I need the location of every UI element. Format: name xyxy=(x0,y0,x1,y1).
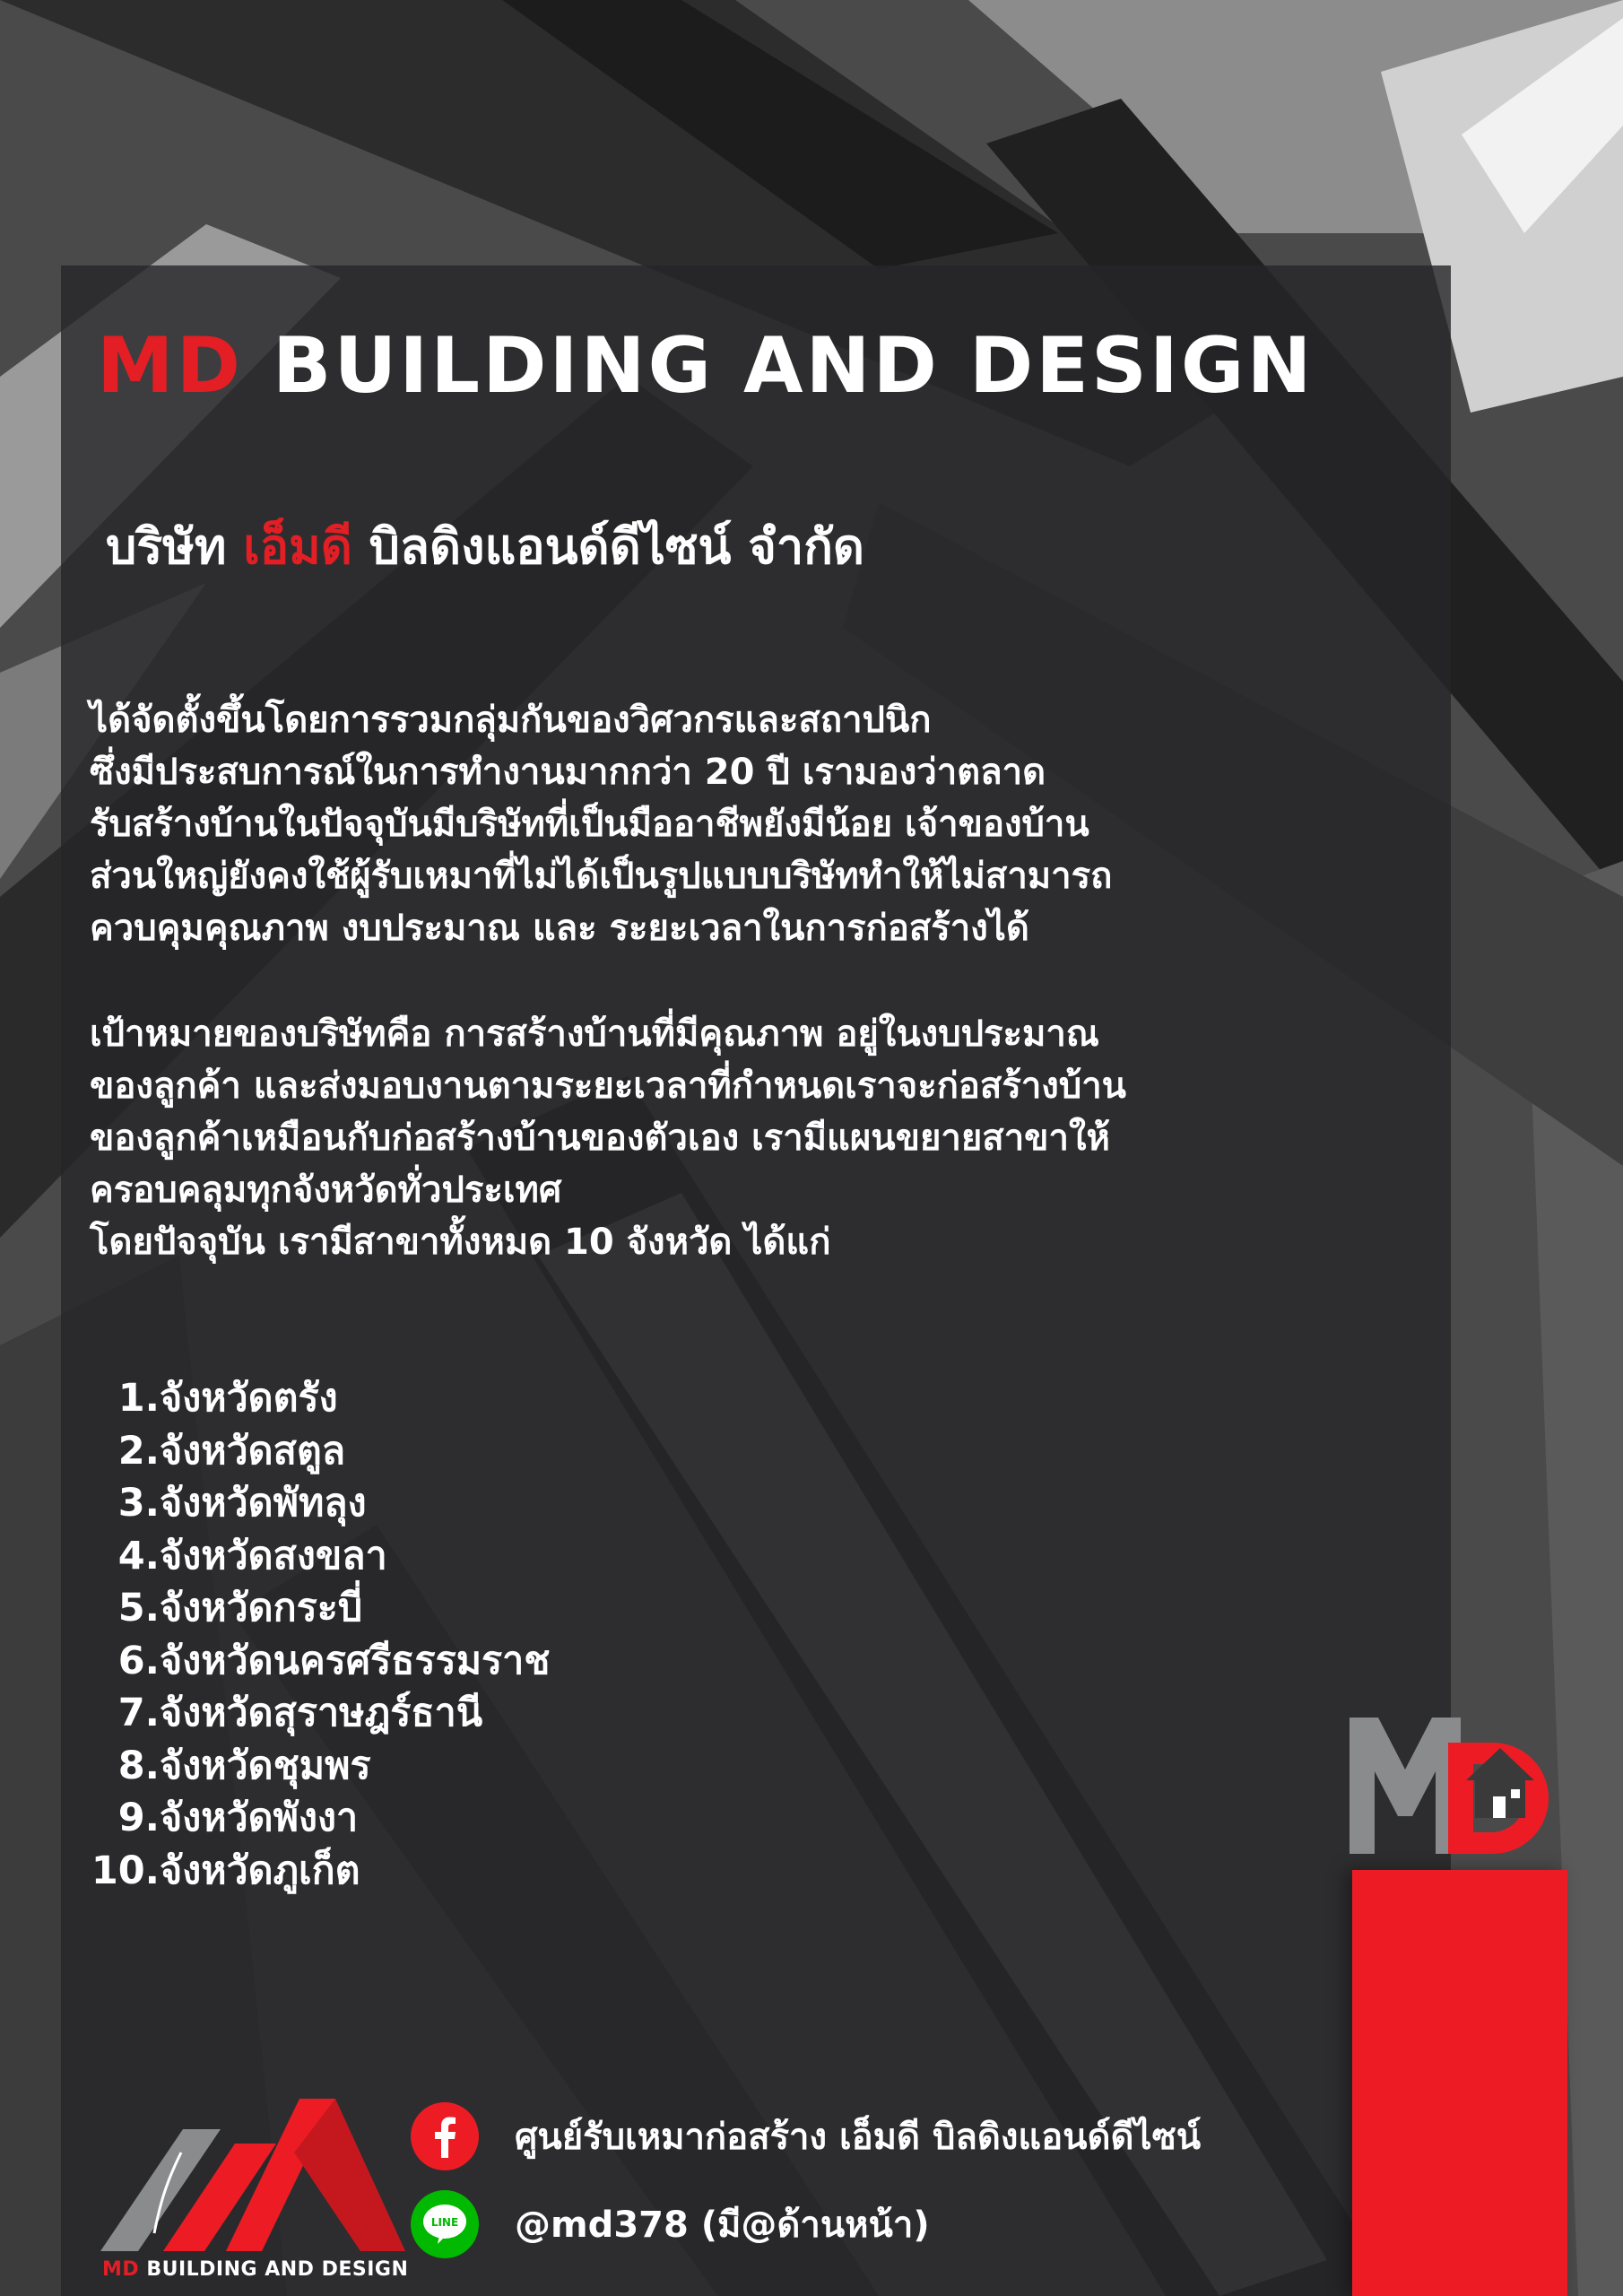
md-house-logo xyxy=(1350,1718,1572,1861)
line-contact[interactable] xyxy=(411,2190,930,2258)
company-logo xyxy=(100,2099,405,2251)
intro-line: ได้จัดตั้งขึ้นโดยการรวมกลุ่มกันของวิศวกรและสถาปนิก xyxy=(90,700,932,741)
list-item: 3.จังหวัดพัทลุง xyxy=(117,1481,367,1526)
goal-line: ของลูกค้าเหมือนกับก่อสร้างบ้านของตัวเอง เรามีแผนขยายสาขาให้ xyxy=(90,1118,1110,1159)
facebook-page-name: ศูนย์รับเหมาก่อสร้าง เอ็มดี บิลดิงแอนด์ดีไซน์ xyxy=(515,2117,1202,2158)
page-title xyxy=(97,321,1315,411)
goal-line: ครอบคลุมทุกจังหวัดทั่วประเทศ xyxy=(90,1170,562,1211)
list-item: 7.จังหวัดสุราษฎร์ธานี xyxy=(117,1691,483,1735)
line-id: @md378 (มี@ด้านหน้า) xyxy=(515,2205,930,2246)
list-item: 2.จังหวัดสตูล xyxy=(117,1428,346,1474)
list-item: 5.จังหวัดกระบี่ xyxy=(117,1586,363,1631)
intro-line: ซึ่งมีประสบการณ์ในการทำงานมากกว่า 20 ปี เรามองว่าตลาด xyxy=(90,752,1046,793)
title-rest: BUILDING AND DESIGN xyxy=(242,321,1315,411)
list-item: 8.จังหวัดชุมพร xyxy=(117,1743,371,1788)
list-item: 6.จังหวัดนครศรีธรรมราช xyxy=(117,1638,551,1683)
intro-line: ส่วนใหญ่ยังคงใช้ผู้รับเหมาที่ไม่ได้เป็นรูปแบบบริษัททำให้ไม่สามารถ xyxy=(90,856,1113,897)
subtitle-suffix: บิลดิงแอนด์ดีไซน์ จำกัด xyxy=(352,518,864,575)
branch-list xyxy=(90,1372,550,1897)
goal-line: ของลูกค้า และส่งมอบงานตามระยะเวลาที่กำหนดเราจะก่อสร้างบ้าน xyxy=(90,1065,1127,1107)
intro-line: รับสร้างบ้านในปัจจุบันมีบริษัทที่เป็นมืออาชีพยังมีน้อย เจ้าของบ้าน xyxy=(90,804,1089,845)
list-item: 1.จังหวัดตรัง xyxy=(117,1376,338,1421)
goal-line: เป้าหมายของบริษัทคือ การสร้างบ้านที่มีคุณภาพ อยู่ในงบประมาณ xyxy=(90,1013,1099,1055)
title-accent-d: D xyxy=(176,321,243,411)
facebook-icon xyxy=(411,2102,479,2170)
goal-line: โดยปัจจุบัน เรามีสาขาทั้งหมด 10 จังหวัด ได้แก่ xyxy=(90,1222,831,1263)
intro-paragraph xyxy=(90,694,1417,954)
list-item: 9.จังหวัดพังงา xyxy=(117,1796,359,1840)
goal-paragraph xyxy=(90,1008,1417,1268)
title-accent-m: M xyxy=(97,321,177,411)
line-icon xyxy=(411,2190,479,2258)
list-item: 4.จังหวัดสงขลา xyxy=(117,1533,387,1578)
red-accent-bar xyxy=(1352,1870,1567,2296)
subtitle-prefix: บริษัท xyxy=(106,518,244,575)
list-item: 10.จังหวัดภูเก็ต xyxy=(91,1848,360,1893)
company-name-thai xyxy=(106,511,864,583)
logo-wordmark: MD BUILDING AND DESIGN xyxy=(102,2258,409,2281)
subtitle-accent: เอ็มดี xyxy=(243,518,352,575)
intro-line: ควบคุมคุณภาพ งบประมาณ และ ระยะเวลาในการก่อสร้างได้ xyxy=(90,908,1029,949)
facebook-contact[interactable] xyxy=(411,2102,1201,2170)
svg-text:LINE: LINE xyxy=(430,2216,459,2229)
